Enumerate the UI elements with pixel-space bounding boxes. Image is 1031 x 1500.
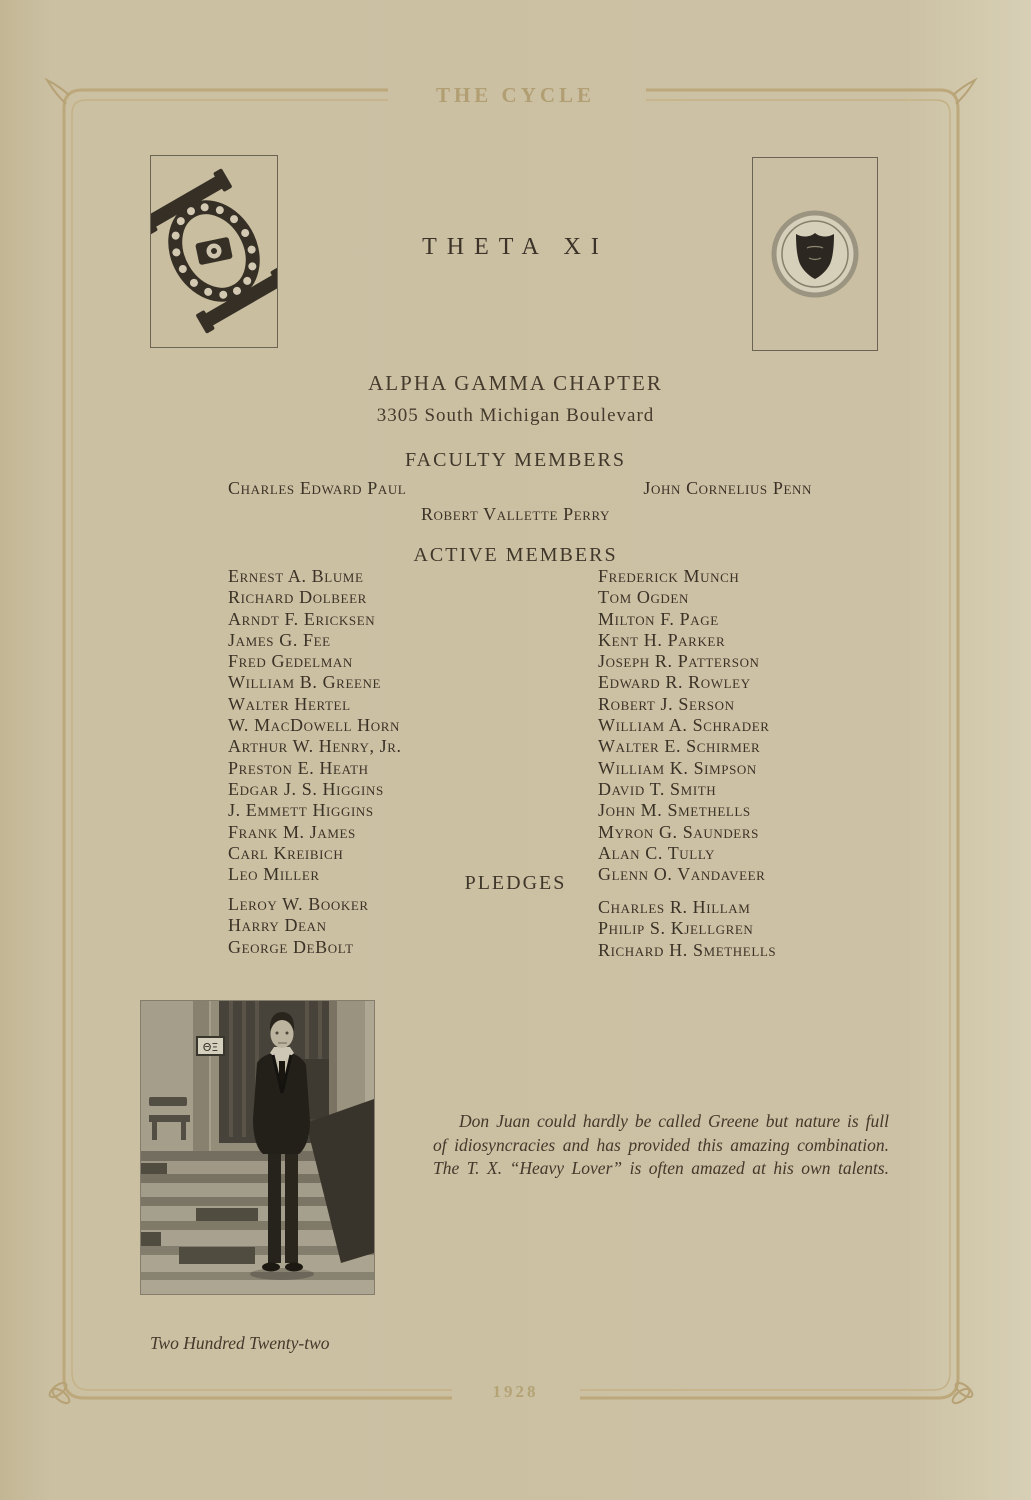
member-name: Fred Gedelman <box>228 651 353 672</box>
page-number: Two Hundred Twenty-two <box>150 1333 330 1353</box>
member-name: Edgar J. S. Higgins <box>228 778 384 799</box>
chapter-name: ALPHA GAMMA CHAPTER <box>368 371 663 395</box>
member-name: Frank M. James <box>228 821 356 842</box>
member-name: Ernest A. Blume <box>228 566 364 586</box>
page-title: THETA XI <box>422 234 609 260</box>
pledge-name: Leroy W. Booker <box>228 894 369 914</box>
member-name: Leo Miller <box>228 864 320 885</box>
member-name: Alan C. Tully <box>598 842 716 863</box>
quote-line: Don Juan could hardly be called Greene but nature is full <box>459 1111 889 1131</box>
theta-xi-sign-text: ΘΞ <box>202 1041 219 1054</box>
active-members-right-column <box>598 566 770 885</box>
member-name: James G. Fee <box>228 629 331 650</box>
faculty-heading: FACULTY MEMBERS <box>405 449 626 471</box>
faculty-name: Charles Edward Paul <box>228 478 407 498</box>
member-name: Carl Kreibich <box>228 842 344 863</box>
active-members-left-column <box>228 566 402 885</box>
pledge-name: George DeBolt <box>228 936 354 957</box>
footer-year: 1928 <box>492 1382 539 1401</box>
member-name: William A. Schrader <box>598 715 770 736</box>
photo-man-on-steps <box>141 1001 374 1294</box>
faculty-name: John Cornelius Penn <box>643 478 812 498</box>
member-name: John M. Smethells <box>598 800 751 821</box>
chapter-address: 3305 South Michigan Boulevard <box>376 405 655 426</box>
member-name: William K. Simpson <box>598 757 757 778</box>
member-name: Walter E. Schirmer <box>598 736 761 757</box>
member-name: Arndt F. Ericksen <box>228 608 376 629</box>
member-name: William B. Greene <box>228 672 382 693</box>
caption-quote <box>433 1110 889 1181</box>
member-name: Robert J. Serson <box>598 693 735 714</box>
faculty-row <box>228 478 812 499</box>
member-name: Preston E. Heath <box>228 757 369 778</box>
member-name: David T. Smith <box>598 778 717 799</box>
quote-line: of idiosyncracies and has provided this amazing combination. <box>433 1134 889 1155</box>
member-name: Tom Ogden <box>598 587 689 608</box>
member-name: Walter Hertel <box>228 693 351 714</box>
member-name: Frederick Munch <box>598 566 740 586</box>
running-head: THE CYCLE <box>435 83 596 107</box>
member-name: Glenn O. Vandaveer <box>598 864 766 885</box>
active-members-heading: ACTIVE MEMBERS <box>413 544 618 566</box>
member-name: Milton F. Page <box>598 608 719 629</box>
pledge-name: Charles R. Hillam <box>598 897 751 917</box>
faculty-name: Robert Vallette Perry <box>420 504 611 524</box>
pledge-name: Harry Dean <box>228 915 327 936</box>
member-name: Edward R. Rowley <box>598 672 751 693</box>
member-name: J. Emmett Higgins <box>228 800 374 821</box>
quote-line: The T. X. “Heavy Lover” is often amazed at his own talents. <box>433 1158 889 1179</box>
pledges-right-column <box>598 897 776 961</box>
pledge-name: Richard H. Smethells <box>598 939 777 960</box>
member-name: Kent H. Parker <box>598 629 726 650</box>
member-name: W. MacDowell Horn <box>228 715 401 736</box>
member-name: Joseph R. Patterson <box>598 651 760 672</box>
member-name: Richard Dolbeer <box>228 587 367 608</box>
member-name: Myron G. Saunders <box>598 821 759 842</box>
pledges-left-column <box>228 894 369 958</box>
member-name: Arthur W. Henry, Jr. <box>228 736 402 757</box>
pledges-heading: PLEDGES <box>464 872 567 894</box>
member-photograph <box>141 1001 374 1294</box>
pledge-name: Philip S. Kjellgren <box>598 918 754 939</box>
